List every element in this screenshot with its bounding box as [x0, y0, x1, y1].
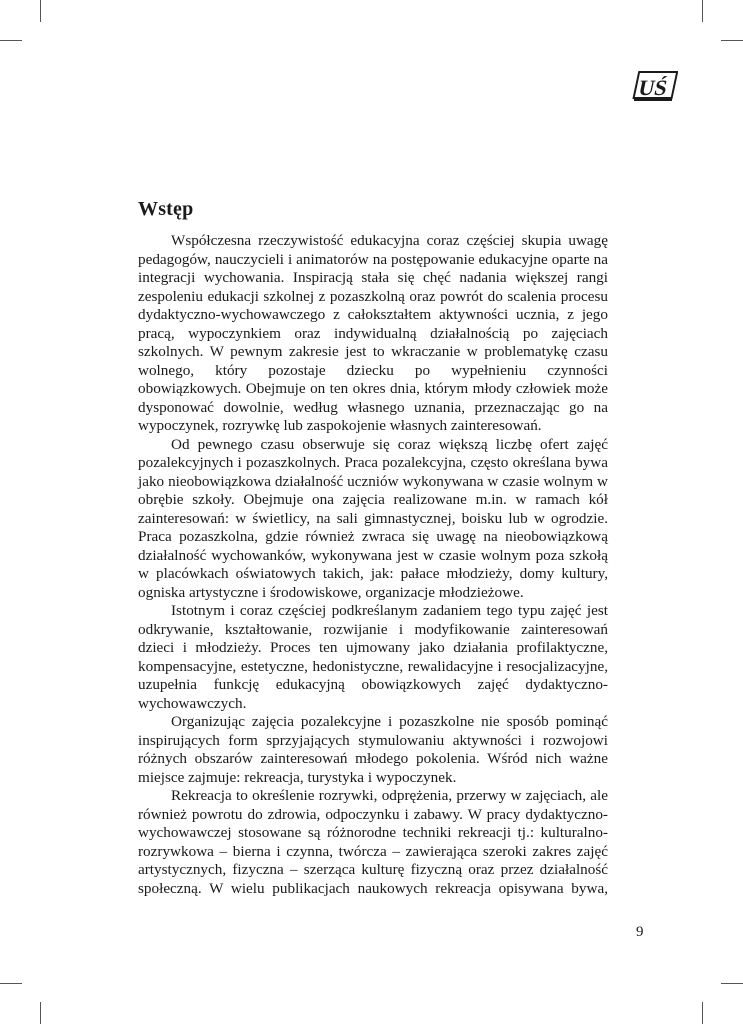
- crop-mark-bottom-right: [702, 1002, 703, 1024]
- crop-mark-bottom-left: [40, 1002, 41, 1024]
- crop-mark-right-top: [721, 40, 743, 41]
- logo-text: UŚ: [636, 75, 670, 100]
- crop-mark-left-top: [0, 40, 22, 41]
- paragraph: Od pewnego czasu obserwuje się coraz większą liczbę ofert zajęć pozalekcyjnych i pozaszkolnych. Praca pozalekcyjna, często określana bywa jako nieobowiązkowa działalność uczniów wykonywana w czasie wolnym w obrębie szkoły. Obejmuje ona zajęcia realizowane m.in. w ramach kół zainteresowań: w świetlicy, na sali gimnastycznej, boisku lub w ogrodzie. Praca pozaszkolna, gdzie również zwraca się uwagę na nieobowiązkową działalność wychowanków, wykonywana jest w czasie wolnym poza szkołą w placówkach oświatowych takich, jak: pałace młodzieży, domy kultury, ogniska artystyczne i środowiskowe, organizacje młodzieżowe.: [138, 435, 608, 601]
- section-heading: Wstęp: [138, 198, 194, 220]
- page-number: 9: [636, 924, 644, 940]
- crop-mark-top-right: [702, 0, 703, 22]
- paragraph: Organizując zajęcia pozalekcyjne i pozaszkolne nie sposób pominąć inspirujących form sprzyjających stymulowaniu aktywności i rozwojowi różnych obszarów zainteresowań młodego pokolenia. Wśród nich ważne miejsce zajmuje: rekreacja, turystyka i wypoczynek.: [138, 713, 608, 786]
- crop-mark-right-bottom: [721, 983, 743, 984]
- crop-mark-left-bottom: [0, 983, 22, 984]
- body-text: [138, 232, 608, 898]
- paragraph: Istotnym i coraz częściej podkreślanym zadaniem tego typu zajęć jest odkrywanie, kształtowanie, rozwijanie i modyfikowanie zainteresowań dzieci i młodzieży. Proces ten ujmowany jako działania profilaktyczne, kompensacyjne, estetyczne, hedonistyczne, rewalidacyjne i resocjalizacyjne, uzupełnia funkcję edukacyjną obowiązkowych zajęć dydaktyczno-wychowawczych.: [138, 602, 608, 712]
- crop-mark-top-left: [40, 0, 41, 22]
- publisher-logo-icon: [632, 68, 678, 102]
- paragraph: Rekreacja to określenie rozrywki, odprężenia, przerwy w zajęciach, ale również powrotu do zdrowia, odpoczynku i zabawy. W pracy dydaktyczno-wychowawczej stosowane są różnorodne techniki rekreacji tj.: kulturalno-rozrywkowa – bierna i czynna, twórcza – zawierająca szeroki zakres zajęć artystycznych, fizyczna – szerząca kulturę fizyczną oraz przez działalność społeczną. W wielu publikacjach naukowych rekreacja opisywana bywa,: [138, 787, 608, 897]
- paragraph: Współczesna rzeczywistość edukacyjna coraz częściej skupia uwagę pedagogów, nauczycieli i animatorów na postępowanie edukacyjne oparte na integracji wychowania. Inspiracją stała się chęć nadania większej rangi zespoleniu edukacji szkolnej z pozaszkolną oraz powrót do scalenia procesu dydaktyczno-wychowawczego z całokształtem aktywności ucznia, z jego pracą, wypoczynkiem oraz indywidualną działalnością po zajęciach szkolnych. W pewnym zakresie jest to wkraczanie w problematykę czasu wolnego, który pozostaje dziecku po wypełnieniu czynności obowiązkowych. Obejmuje on ten okres dnia, którym młody człowiek może dysponować dowolnie, według własnego uznania, przeznaczając go na wypoczynek, rozrywkę lub zaspokojenie własnych zainteresowań.: [138, 232, 608, 434]
